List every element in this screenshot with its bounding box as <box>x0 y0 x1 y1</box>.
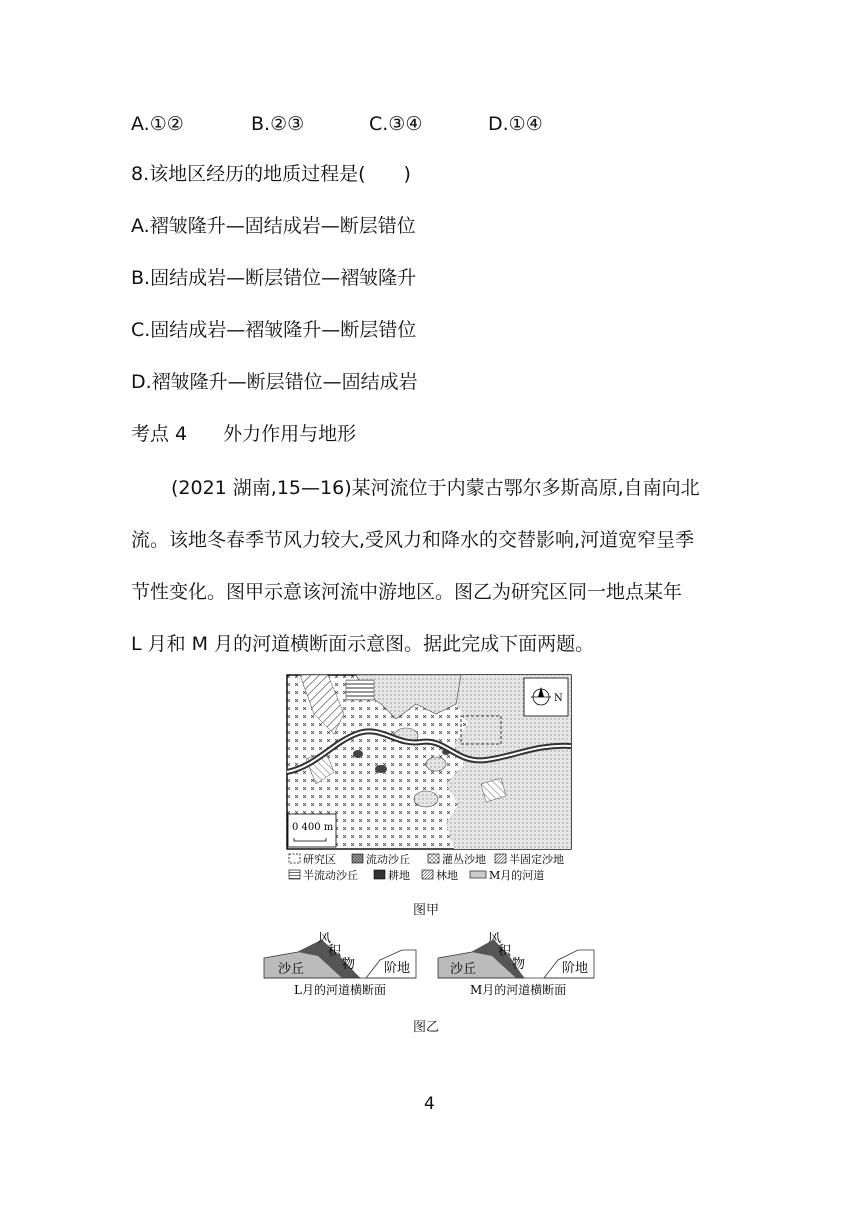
section-title: 外力作用与地形 <box>223 423 357 445</box>
legend-item-5: 半流动沙丘 <box>303 869 358 882</box>
question-8-option-a: A.褶皱隆升—固结成岩—断层错位 <box>131 215 416 237</box>
aeolian-label-l-2: 积 <box>328 944 342 959</box>
aeolian-label-m-2: 积 <box>498 944 512 959</box>
section-label: 考点 4 <box>131 423 188 445</box>
legend-item-7: 林地 <box>436 869 458 882</box>
aeolian-label-m-1: 风 <box>488 932 502 946</box>
question-8-option-d: D.褶皱隆升—断层错位—固结成岩 <box>131 371 418 393</box>
map-legend <box>286 850 586 884</box>
option-d: D.①④ <box>488 113 543 135</box>
legend-item-3: 灌丛沙地 <box>442 853 486 866</box>
aeolian-label-l-1: 风 <box>318 932 332 946</box>
legend-item-4: 半固定沙地 <box>509 853 564 866</box>
page-number: 4 <box>424 1094 435 1114</box>
section-caption-l: L月的河道横断面 <box>294 983 386 997</box>
intro-line-4: L 月和 M 月的河道横断面示意图。据此完成下面两题。 <box>131 633 595 655</box>
scale-label: 0 400 m <box>292 822 334 833</box>
legend-item-6: 耕地 <box>388 869 410 882</box>
aeolian-label-l-3: 物 <box>342 957 356 972</box>
legend-item-1: 研究区 <box>303 853 336 866</box>
river-map <box>286 674 572 850</box>
figure-a-caption: 图甲 <box>413 903 440 918</box>
terrace-label-m: 阶地 <box>562 961 589 976</box>
question-8-stem: 8.该地区经历的地质过程是( ) <box>131 163 411 185</box>
sand-dune-label-m: 沙丘 <box>450 962 477 977</box>
sand-dune-label-l: 沙丘 <box>278 962 305 977</box>
section-heading <box>131 422 356 446</box>
intro-line-3: 节性变化。图甲示意该河流中游地区。图乙为研究区同一地点某年 <box>131 581 683 603</box>
legend-item-8: M月的河道 <box>489 869 545 882</box>
legend-item-2: 流动沙丘 <box>366 853 410 866</box>
question-8-option-b: B.固结成岩—断层错位—褶皱隆升 <box>131 267 417 289</box>
north-label: N <box>554 693 563 704</box>
cross-section-m <box>436 932 598 1000</box>
question-8-option-c: C.固结成岩—褶皱隆升—断层错位 <box>131 319 417 341</box>
terrace-label-l: 阶地 <box>384 961 411 976</box>
option-a: A.①② <box>131 113 184 135</box>
figure-b-caption: 图乙 <box>413 1020 440 1035</box>
option-c: C.③④ <box>369 113 423 135</box>
section-caption-m: M月的河道横断面 <box>470 983 567 997</box>
intro-line-1: (2021 湖南,15—16)某河流位于内蒙古鄂尔多斯高原,自南向北 <box>171 477 700 499</box>
cross-section-l <box>262 932 420 1000</box>
option-b: B.②③ <box>251 113 305 135</box>
intro-line-2: 流。该地冬春季节风力较大,受风力和降水的交替影响,河道宽窄呈季 <box>131 529 695 551</box>
aeolian-label-m-3: 物 <box>512 957 526 972</box>
